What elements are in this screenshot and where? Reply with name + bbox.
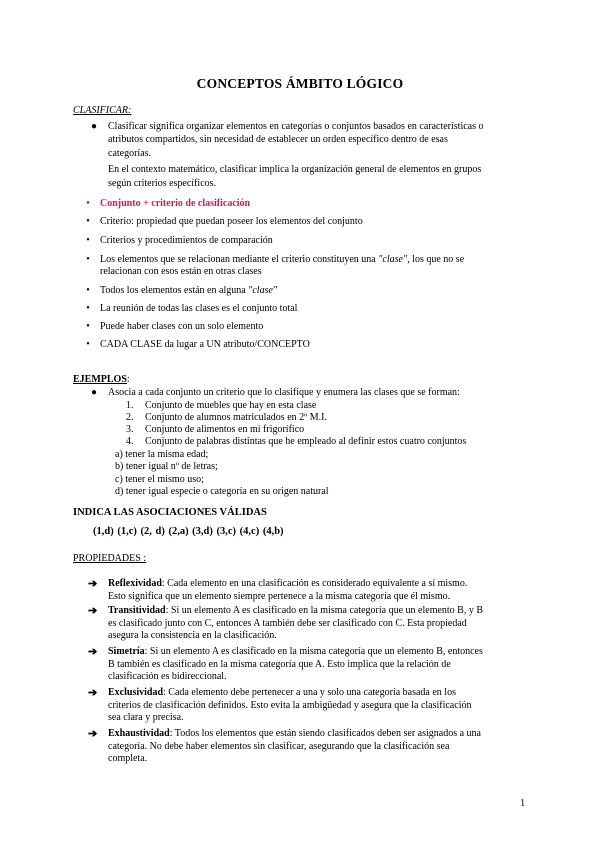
arrow-icon: ➔ — [88, 687, 98, 699]
bullet: • — [86, 303, 90, 314]
arrow-icon: ➔ — [88, 605, 98, 617]
pink-bullet: • — [86, 198, 90, 209]
bullet-dot: ● — [90, 387, 98, 398]
bullet: • — [86, 216, 90, 227]
propiedad-line: clasificación es bidireccional. — [108, 671, 227, 683]
numbered-text: Conjunto de alimentos en mi frigorífico — [145, 424, 305, 435]
propiedad-line: B también es clasificado en la misma categoría que A. Esto implica que la relación de — [108, 658, 451, 670]
propiedad-line: Reflexividad: Cada elemento en una clasificación es considerado equivalente a sí mismo. — [108, 578, 468, 589]
cada-clase-text: CADA CLASE da lugar a UN atributo/CONCEPTO — [100, 339, 310, 350]
propiedad-line: es clasificado junto con C, entonces A también debe ser clasificado con C. Esta propiedad — [108, 617, 467, 629]
numbered-num: 2. — [126, 412, 134, 423]
criterion-letter: a) tener la misma edad; — [115, 449, 209, 460]
propiedad-line: asegura la consistencia en la clasificación. — [108, 630, 277, 642]
indica-heading: INDICA LAS ASOCIACIONES VÁLIDAS — [73, 507, 267, 518]
propiedad-line: Simetría: Si un elemento A es clasificado en la misma categoría que un elemento B, entonces — [108, 646, 483, 657]
propiedad-line: Transitividad: Si un elemento A es clasificado en la misma categoría que un elemento B, y B — [108, 605, 484, 616]
ejemplos-heading: EJEMPLOS: — [73, 374, 130, 385]
propiedades-heading: PROPIEDADES : — [73, 553, 147, 564]
elementos-text-2: relacionan con esos están en otras clases — [100, 266, 262, 277]
arrow-icon: ➔ — [88, 578, 98, 590]
indica-answers: (1,d) (1,c) (2, d) (2,a) (3,d) (3,c) (4,c) (4,b) — [93, 526, 284, 537]
ejemplos-intro: Asocia a cada conjunto un criterio que lo clasifique y enumera las clases que se forman: — [108, 387, 460, 398]
bullet: • — [86, 285, 90, 296]
propiedad-line: criterios de clasificación definidos. Esto evita la ambigüedad y asegura que la clasificación — [108, 699, 472, 711]
clasificar-heading: CLASIFICAR: — [73, 105, 132, 116]
clasificar-text-1: Clasificar significa organizar elementos en categorías o conjuntos basados en características o — [108, 121, 484, 132]
propiedad-line: sea clara y precisa. — [108, 712, 184, 724]
numbered-num: 1. — [126, 400, 134, 411]
propiedad-line: categoría. No debe haber elementos sin clasificar, asegurando que la clasificación sea — [108, 740, 450, 752]
numbered-text: Conjunto de alumnos matriculados en 2º M.I. — [145, 412, 327, 423]
numbered-text: Conjunto de muebles que hay en esta clase — [145, 400, 317, 411]
numbered-num: 4. — [126, 436, 134, 447]
clasificar-text-4: En el contexto matemático, clasificar implica la organización general de elementos en grupos — [108, 164, 482, 175]
page-number: 1 — [520, 798, 526, 809]
reunion-text: La reunión de todas las clases es el conjunto total — [100, 303, 298, 314]
numbered-num: 3. — [126, 424, 134, 435]
propiedad-line: completa. — [108, 753, 148, 765]
arrow-icon: ➔ — [88, 728, 98, 740]
bullet: • — [86, 254, 90, 265]
todos-text: Todos los elementos están en alguna "clase" — [100, 285, 278, 296]
pink-highlight-text: Conjunto + criterio de clasificación — [100, 198, 251, 209]
criterion-letter: c) tener el mismo uso; — [115, 474, 204, 485]
bullet: • — [86, 339, 90, 350]
elementos-text-1: Los elementos que se relacionan mediante el criterio constituyen una "clase", los que no se — [100, 254, 465, 265]
clasificar-text-3: categorías. — [108, 148, 152, 159]
clasificar-text-5: según criterios específicos. — [108, 178, 217, 189]
page-title: CONCEPTOS ÁMBITO LÓGICO — [196, 76, 404, 91]
propiedad-line: Exclusividad: Cada elemento debe pertenecer a una y solo una categoría basada en los — [108, 687, 456, 698]
propiedad-line: Exhaustividad: Todos los elementos que están siendo clasificados deben ser asignados a una — [108, 728, 481, 739]
criterion-letter: b) tener igual nº de letras; — [115, 461, 218, 472]
criterio-text: Criterio: propiedad que puedan poseer los elementos del conjunto — [100, 216, 363, 227]
clasificar-text-2: atributos compartidos, sin necesidad de establecer un orden específico dentro de esas — [108, 134, 448, 145]
propiedad-line: Esto significa que un elemento siempre pertenece a la misma categoría que él mismo. — [108, 590, 451, 602]
bullet: • — [86, 235, 90, 246]
arrow-icon: ➔ — [88, 646, 98, 658]
bullet: • — [86, 321, 90, 332]
criterion-letter: d) tener igual especie o categoría en su origen natural — [115, 486, 329, 497]
puede-text: Puede haber clases con un solo elemento — [100, 321, 264, 332]
numbered-text: Conjunto de palabras distintas que he empleado al definir estos cuatro conjuntos — [145, 436, 467, 447]
bullet-dot: ● — [90, 121, 98, 132]
criterios-text: Criterios y procedimientos de comparación — [100, 235, 273, 246]
